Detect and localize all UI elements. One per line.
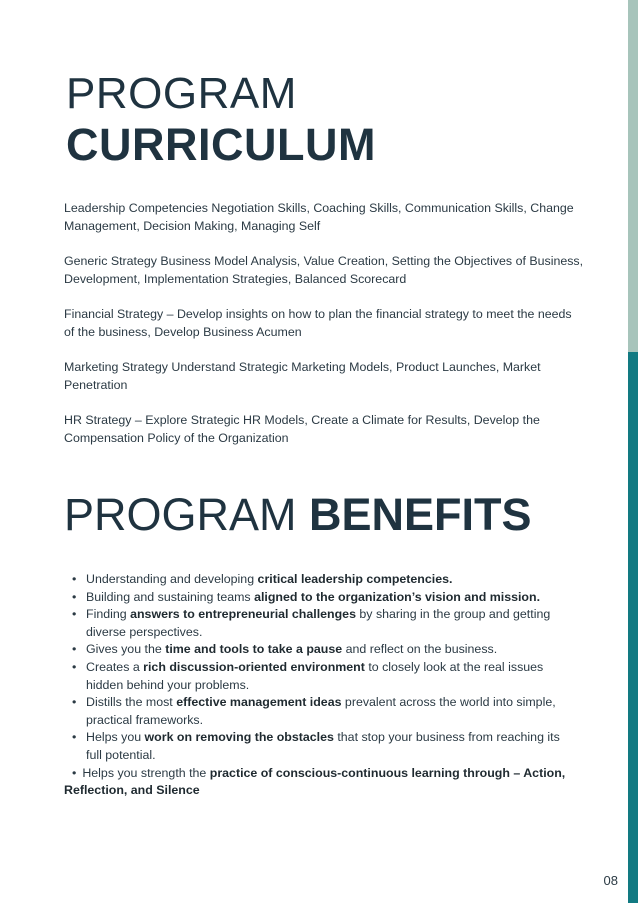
benefit-text: by sharing in the group and getting diverse perspectives.	[86, 607, 551, 639]
side-accent-teal	[628, 352, 638, 903]
benefit-highlight: practice of conscious-continuous learning through – Action, Reflection, and Silence	[64, 765, 566, 798]
benefit-highlight: work on removing the obstacles	[144, 730, 334, 745]
benefit-text: to closely look at the real issues hidden behind your problems.	[86, 659, 544, 692]
benefit-text: Creates a	[86, 659, 144, 674]
benefit-text: prevalent across the world into simple, practical frameworks.	[86, 695, 556, 727]
bullet-icon: •	[72, 642, 77, 657]
benefit-text: Helps you strength the	[82, 765, 210, 780]
bullet-icon: •	[72, 589, 77, 604]
benefit-item	[64, 641, 574, 659]
benefit-text: Understanding and developing	[86, 572, 258, 586]
curriculum-item: Leadership Competencies Negotiation Skills, Coaching Skills, Communication Skills, Change Management, Decision Making, Managing Self	[64, 201, 574, 233]
curriculum-item: Generic Strategy Business Model Analysis, Value Creation, Setting the Objectives of Business, Development, Implementation Strategies, Balanced Scorecard	[64, 254, 584, 286]
benefit-item	[64, 659, 574, 694]
curriculum-list	[64, 199, 584, 464]
bullet-icon: •	[72, 730, 77, 745]
benefit-highlight: time and tools to take a pause	[165, 642, 343, 657]
benefit-item	[64, 589, 574, 607]
curriculum-item: HR Strategy – Explore Strategic HR Models, Create a Climate for Results, Develop the Compensation Policy of the Organization	[64, 413, 540, 445]
benefit-text: Finding	[86, 607, 131, 622]
benefits-title	[64, 489, 532, 540]
curriculum-item: Financial Strategy – Develop insights on how to plan the financial strategy to meet the needs of the business, Develop Business Acumen	[64, 307, 572, 339]
side-accent-light	[628, 0, 638, 352]
bullet-icon: •	[72, 572, 77, 586]
bullet-icon: •	[72, 695, 77, 710]
benefit-highlight: aligned to the organization’s vision and mission.	[254, 589, 541, 604]
benefit-text: Gives you the	[86, 642, 166, 657]
benefit-highlight: effective management ideas	[176, 695, 342, 710]
benefits-list	[64, 571, 574, 800]
benefit-item	[64, 729, 574, 764]
benefit-item	[64, 606, 574, 641]
benefit-highlight: answers to entrepreneurial challenges	[130, 607, 356, 622]
benefit-item	[64, 571, 574, 589]
benefit-text: and reflect on the business.	[342, 642, 498, 657]
bullet-icon: •	[72, 659, 77, 674]
benefits-title-bold: BENEFITS	[309, 489, 532, 540]
benefit-text: Distills the most	[86, 695, 177, 710]
bullet-icon: •	[72, 607, 77, 622]
curriculum-title-line1: PROGRAM	[66, 69, 297, 118]
benefit-text: Helps you	[86, 730, 145, 745]
page-number: 08	[603, 873, 618, 888]
benefit-highlight: rich discussion-oriented environment	[143, 659, 365, 674]
benefit-item-last	[64, 765, 574, 800]
curriculum-item: Marketing Strategy Understand Strategic Marketing Models, Product Launches, Market Penetration	[64, 360, 541, 392]
benefit-text: Building and sustaining teams	[86, 589, 255, 604]
benefit-text: that stop your business from reaching its full potential.	[86, 730, 560, 762]
curriculum-title-line2: CURRICULUM	[66, 119, 376, 170]
benefit-item	[64, 694, 574, 729]
bullet-icon: •	[72, 765, 77, 780]
benefits-title-light: PROGRAM	[64, 489, 310, 540]
benefit-highlight: critical leadership competencies.	[257, 572, 453, 586]
